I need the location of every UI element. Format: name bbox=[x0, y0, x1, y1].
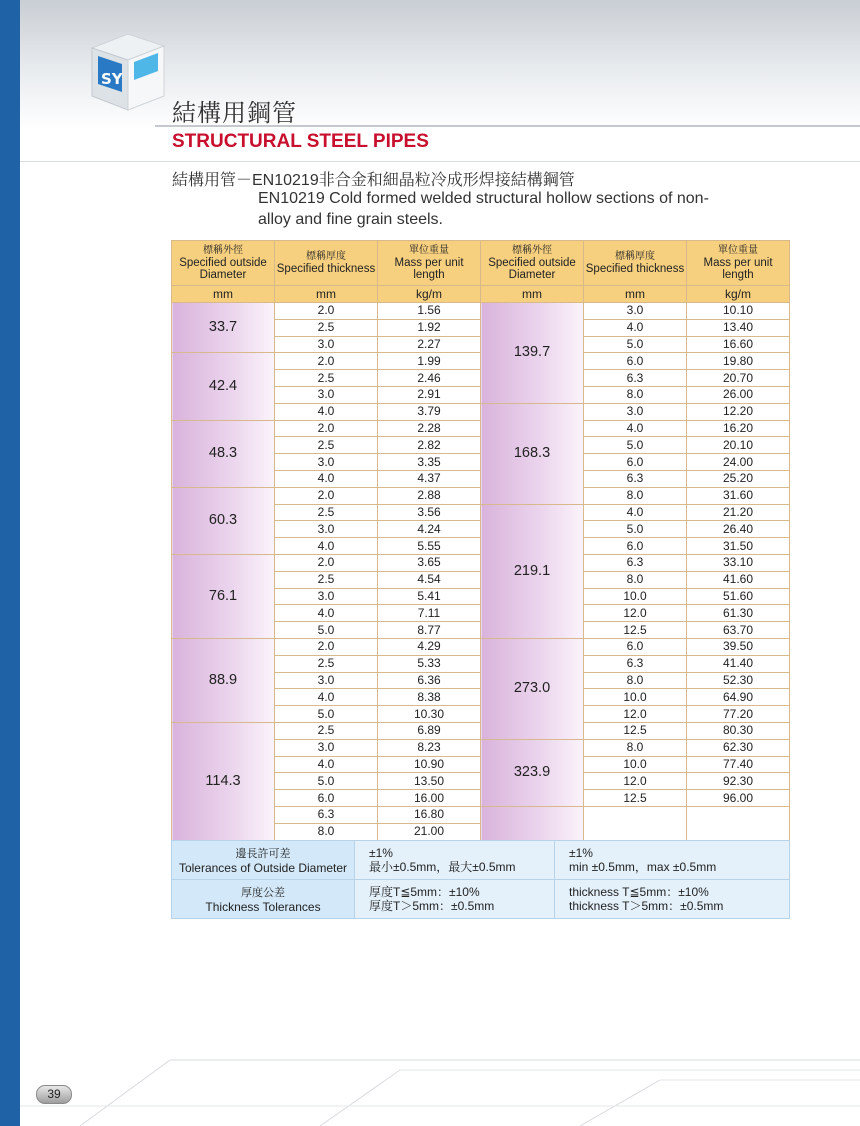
unit-cell: mm bbox=[275, 286, 378, 303]
mass-cell: 10.30 bbox=[378, 706, 481, 723]
subtitle-en: EN10219 Cold formed welded structural hollow sections of non-alloy and fine grain steels. bbox=[258, 190, 709, 228]
thickness-cell: 2.0 bbox=[275, 303, 378, 320]
subtitle-cn: 結構用管－EN10219非合金和細晶粒冷成形焊接結構鋼管 bbox=[172, 172, 575, 189]
mass-cell: 77.20 bbox=[687, 706, 790, 723]
thickness-cell: 2.5 bbox=[275, 370, 378, 387]
mass-cell: 61.30 bbox=[687, 605, 790, 622]
mass-cell: 16.80 bbox=[378, 806, 481, 823]
footer-decoration bbox=[20, 1040, 860, 1126]
mass-cell: 63.70 bbox=[687, 622, 790, 639]
thickness-cell: 6.0 bbox=[275, 790, 378, 807]
header-cell: 標稱厚度 Specified thickness bbox=[275, 241, 378, 286]
mass-cell: 20.70 bbox=[687, 370, 790, 387]
outside-diameter-cell: 168.3 bbox=[481, 403, 584, 504]
mass-cell: 5.55 bbox=[378, 538, 481, 555]
spec-table-body bbox=[172, 241, 790, 841]
thickness-cell: 2.0 bbox=[275, 420, 378, 437]
thickness-cell: 2.0 bbox=[275, 554, 378, 571]
thickness-cell: 4.0 bbox=[275, 470, 378, 487]
thickness-cell: 5.0 bbox=[584, 521, 687, 538]
mass-cell: 41.40 bbox=[687, 655, 790, 672]
thickness-cell: 12.5 bbox=[584, 790, 687, 807]
mass-cell: 3.79 bbox=[378, 403, 481, 420]
thickness-cell: 4.0 bbox=[275, 605, 378, 622]
empty-cell bbox=[481, 806, 584, 840]
thickness-cell: 2.5 bbox=[275, 655, 378, 672]
tolerance-value-en: ±1% min ±0.5mm，max ±0.5mm bbox=[555, 841, 790, 880]
thickness-cell: 3.0 bbox=[275, 672, 378, 689]
thickness-cell: 8.0 bbox=[584, 386, 687, 403]
thickness-cell: 10.0 bbox=[584, 756, 687, 773]
empty-cell bbox=[584, 806, 687, 840]
thickness-cell: 3.0 bbox=[275, 588, 378, 605]
mass-cell: 51.60 bbox=[687, 588, 790, 605]
mass-cell: 52.30 bbox=[687, 672, 790, 689]
mass-cell: 21.20 bbox=[687, 504, 790, 521]
outside-diameter-cell: 219.1 bbox=[481, 504, 584, 638]
mass-cell: 16.20 bbox=[687, 420, 790, 437]
mass-cell: 13.40 bbox=[687, 319, 790, 336]
mass-cell: 8.23 bbox=[378, 739, 481, 756]
mass-cell: 31.60 bbox=[687, 487, 790, 504]
mass-cell: 19.80 bbox=[687, 353, 790, 370]
thickness-cell: 3.0 bbox=[584, 303, 687, 320]
mass-cell: 1.99 bbox=[378, 353, 481, 370]
mass-cell: 4.24 bbox=[378, 521, 481, 538]
mass-cell: 96.00 bbox=[687, 790, 790, 807]
thickness-cell: 10.0 bbox=[584, 689, 687, 706]
thickness-cell: 4.0 bbox=[275, 689, 378, 706]
page-title-cn: 結構用鋼管 bbox=[172, 99, 297, 127]
thickness-cell: 8.0 bbox=[584, 739, 687, 756]
header-cell: 標稱厚度 Specified thickness bbox=[584, 241, 687, 286]
outside-diameter-cell: 323.9 bbox=[481, 739, 584, 806]
mass-cell: 10.10 bbox=[687, 303, 790, 320]
mass-cell: 26.00 bbox=[687, 386, 790, 403]
page-title-en: STRUCTURAL STEEL PIPES bbox=[172, 131, 429, 152]
header-cell: 單位重量 Mass per unit length bbox=[378, 241, 481, 286]
thickness-cell: 4.0 bbox=[275, 403, 378, 420]
unit-cell: mm bbox=[481, 286, 584, 303]
mass-cell: 6.36 bbox=[378, 672, 481, 689]
outside-diameter-cell: 139.7 bbox=[481, 303, 584, 404]
thickness-cell: 2.5 bbox=[275, 504, 378, 521]
mass-cell: 2.82 bbox=[378, 437, 481, 454]
mass-cell: 3.65 bbox=[378, 554, 481, 571]
mass-cell: 16.00 bbox=[378, 790, 481, 807]
mass-cell: 39.50 bbox=[687, 638, 790, 655]
thickness-cell: 2.0 bbox=[275, 353, 378, 370]
mass-cell: 7.11 bbox=[378, 605, 481, 622]
mass-cell: 80.30 bbox=[687, 722, 790, 739]
thickness-cell: 2.5 bbox=[275, 437, 378, 454]
empty-cell bbox=[687, 806, 790, 840]
mass-cell: 33.10 bbox=[687, 554, 790, 571]
mass-cell: 4.29 bbox=[378, 638, 481, 655]
unit-cell: mm bbox=[172, 286, 275, 303]
mass-cell: 2.46 bbox=[378, 370, 481, 387]
mass-cell: 21.00 bbox=[378, 823, 481, 840]
mass-cell: 20.10 bbox=[687, 437, 790, 454]
mass-cell: 1.56 bbox=[378, 303, 481, 320]
thickness-cell: 8.0 bbox=[584, 672, 687, 689]
company-logo bbox=[82, 26, 166, 118]
mass-cell: 25.20 bbox=[687, 470, 790, 487]
thickness-cell: 2.5 bbox=[275, 319, 378, 336]
mass-cell: 6.89 bbox=[378, 722, 481, 739]
header-cell: 標稱外徑 Specified outside Diameter bbox=[481, 241, 584, 286]
table-row bbox=[172, 303, 790, 320]
thickness-cell: 8.0 bbox=[584, 571, 687, 588]
thickness-cell: 6.3 bbox=[584, 554, 687, 571]
table-units-row bbox=[172, 286, 790, 303]
header-cell: 標稱外徑 Specified outside Diameter bbox=[172, 241, 275, 286]
thickness-cell: 4.0 bbox=[584, 319, 687, 336]
outside-diameter-cell: 48.3 bbox=[172, 420, 275, 487]
thickness-cell: 5.0 bbox=[584, 437, 687, 454]
mass-cell: 10.90 bbox=[378, 756, 481, 773]
tolerance-value-cn: 厚度T≦5mm：±10% 厚度T＞5mm：±0.5mm bbox=[355, 880, 555, 919]
logo-text: SY bbox=[101, 70, 123, 88]
thickness-cell: 3.0 bbox=[275, 521, 378, 538]
mass-cell: 13.50 bbox=[378, 773, 481, 790]
mass-cell: 64.90 bbox=[687, 689, 790, 706]
tolerance-value-en: thickness T≦5mm：±10% thickness T＞5mm：±0.5mm bbox=[555, 880, 790, 919]
mass-cell: 62.30 bbox=[687, 739, 790, 756]
thickness-cell: 3.0 bbox=[584, 403, 687, 420]
thickness-cell: 12.0 bbox=[584, 706, 687, 723]
thickness-cell: 6.0 bbox=[584, 638, 687, 655]
mass-cell: 24.00 bbox=[687, 454, 790, 471]
thickness-cell: 6.3 bbox=[584, 655, 687, 672]
thickness-cell: 4.0 bbox=[275, 756, 378, 773]
thickness-cell: 12.5 bbox=[584, 622, 687, 639]
thickness-cell: 2.0 bbox=[275, 638, 378, 655]
mass-cell: 77.40 bbox=[687, 756, 790, 773]
thickness-cell: 4.0 bbox=[275, 538, 378, 555]
outside-diameter-cell: 76.1 bbox=[172, 554, 275, 638]
outside-diameter-cell: 88.9 bbox=[172, 638, 275, 722]
mass-cell: 2.27 bbox=[378, 336, 481, 353]
mass-cell: 12.20 bbox=[687, 403, 790, 420]
thickness-cell: 6.3 bbox=[584, 370, 687, 387]
tolerance-row-thickness bbox=[172, 880, 790, 919]
page-number: 39 bbox=[36, 1085, 72, 1104]
thickness-cell: 2.5 bbox=[275, 571, 378, 588]
mass-cell: 4.37 bbox=[378, 470, 481, 487]
thickness-cell: 6.0 bbox=[584, 538, 687, 555]
thickness-cell: 3.0 bbox=[275, 336, 378, 353]
table-header-row bbox=[172, 241, 790, 286]
mass-cell: 41.60 bbox=[687, 571, 790, 588]
tolerance-value-cn: ±1% 最小±0.5mm，最大±0.5mm bbox=[355, 841, 555, 880]
outside-diameter-cell: 273.0 bbox=[481, 638, 584, 739]
header-cell: 單位重量 Mass per unit length bbox=[687, 241, 790, 286]
mass-cell: 1.92 bbox=[378, 319, 481, 336]
mass-cell: 31.50 bbox=[687, 538, 790, 555]
thickness-cell: 6.3 bbox=[275, 806, 378, 823]
thickness-cell: 12.5 bbox=[584, 722, 687, 739]
thickness-cell: 3.0 bbox=[275, 386, 378, 403]
mass-cell: 5.41 bbox=[378, 588, 481, 605]
thickness-cell: 12.0 bbox=[584, 605, 687, 622]
mass-cell: 4.54 bbox=[378, 571, 481, 588]
mass-cell: 8.77 bbox=[378, 622, 481, 639]
thickness-cell: 8.0 bbox=[584, 487, 687, 504]
unit-cell: kg/m bbox=[378, 286, 481, 303]
outside-diameter-cell: 60.3 bbox=[172, 487, 275, 554]
outside-diameter-cell: 42.4 bbox=[172, 353, 275, 420]
tolerance-table bbox=[171, 840, 790, 919]
mass-cell: 92.30 bbox=[687, 773, 790, 790]
mass-cell: 2.28 bbox=[378, 420, 481, 437]
thickness-cell: 5.0 bbox=[275, 622, 378, 639]
thickness-cell: 10.0 bbox=[584, 588, 687, 605]
left-side-bar bbox=[0, 0, 20, 1126]
thickness-cell: 6.3 bbox=[584, 470, 687, 487]
thickness-cell: 12.0 bbox=[584, 773, 687, 790]
thickness-cell: 5.0 bbox=[275, 773, 378, 790]
mass-cell: 2.91 bbox=[378, 386, 481, 403]
mass-cell: 2.88 bbox=[378, 487, 481, 504]
thickness-cell: 6.0 bbox=[584, 454, 687, 471]
thickness-cell: 2.5 bbox=[275, 722, 378, 739]
thickness-cell: 3.0 bbox=[275, 454, 378, 471]
unit-cell: kg/m bbox=[687, 286, 790, 303]
mass-cell: 8.38 bbox=[378, 689, 481, 706]
mass-cell: 5.33 bbox=[378, 655, 481, 672]
thickness-cell: 8.0 bbox=[275, 823, 378, 840]
tolerance-label: 邊長許可差 Tolerances of Outside Diameter bbox=[172, 841, 355, 880]
mass-cell: 3.35 bbox=[378, 454, 481, 471]
tolerance-row-diameter bbox=[172, 841, 790, 880]
outside-diameter-cell: 114.3 bbox=[172, 722, 275, 840]
thickness-cell: 3.0 bbox=[275, 739, 378, 756]
mass-cell: 16.60 bbox=[687, 336, 790, 353]
mass-cell: 3.56 bbox=[378, 504, 481, 521]
thickness-cell: 4.0 bbox=[584, 504, 687, 521]
thickness-cell: 6.0 bbox=[584, 353, 687, 370]
table-row bbox=[172, 638, 790, 655]
thickness-cell: 2.0 bbox=[275, 487, 378, 504]
thickness-cell: 5.0 bbox=[584, 336, 687, 353]
unit-cell: mm bbox=[584, 286, 687, 303]
spec-table bbox=[171, 240, 790, 841]
thickness-cell: 5.0 bbox=[275, 706, 378, 723]
tolerance-label: 厚度公差 Thickness Tolerances bbox=[172, 880, 355, 919]
mass-cell: 26.40 bbox=[687, 521, 790, 538]
outside-diameter-cell: 33.7 bbox=[172, 303, 275, 353]
thickness-cell: 4.0 bbox=[584, 420, 687, 437]
subheader-divider bbox=[20, 161, 860, 162]
